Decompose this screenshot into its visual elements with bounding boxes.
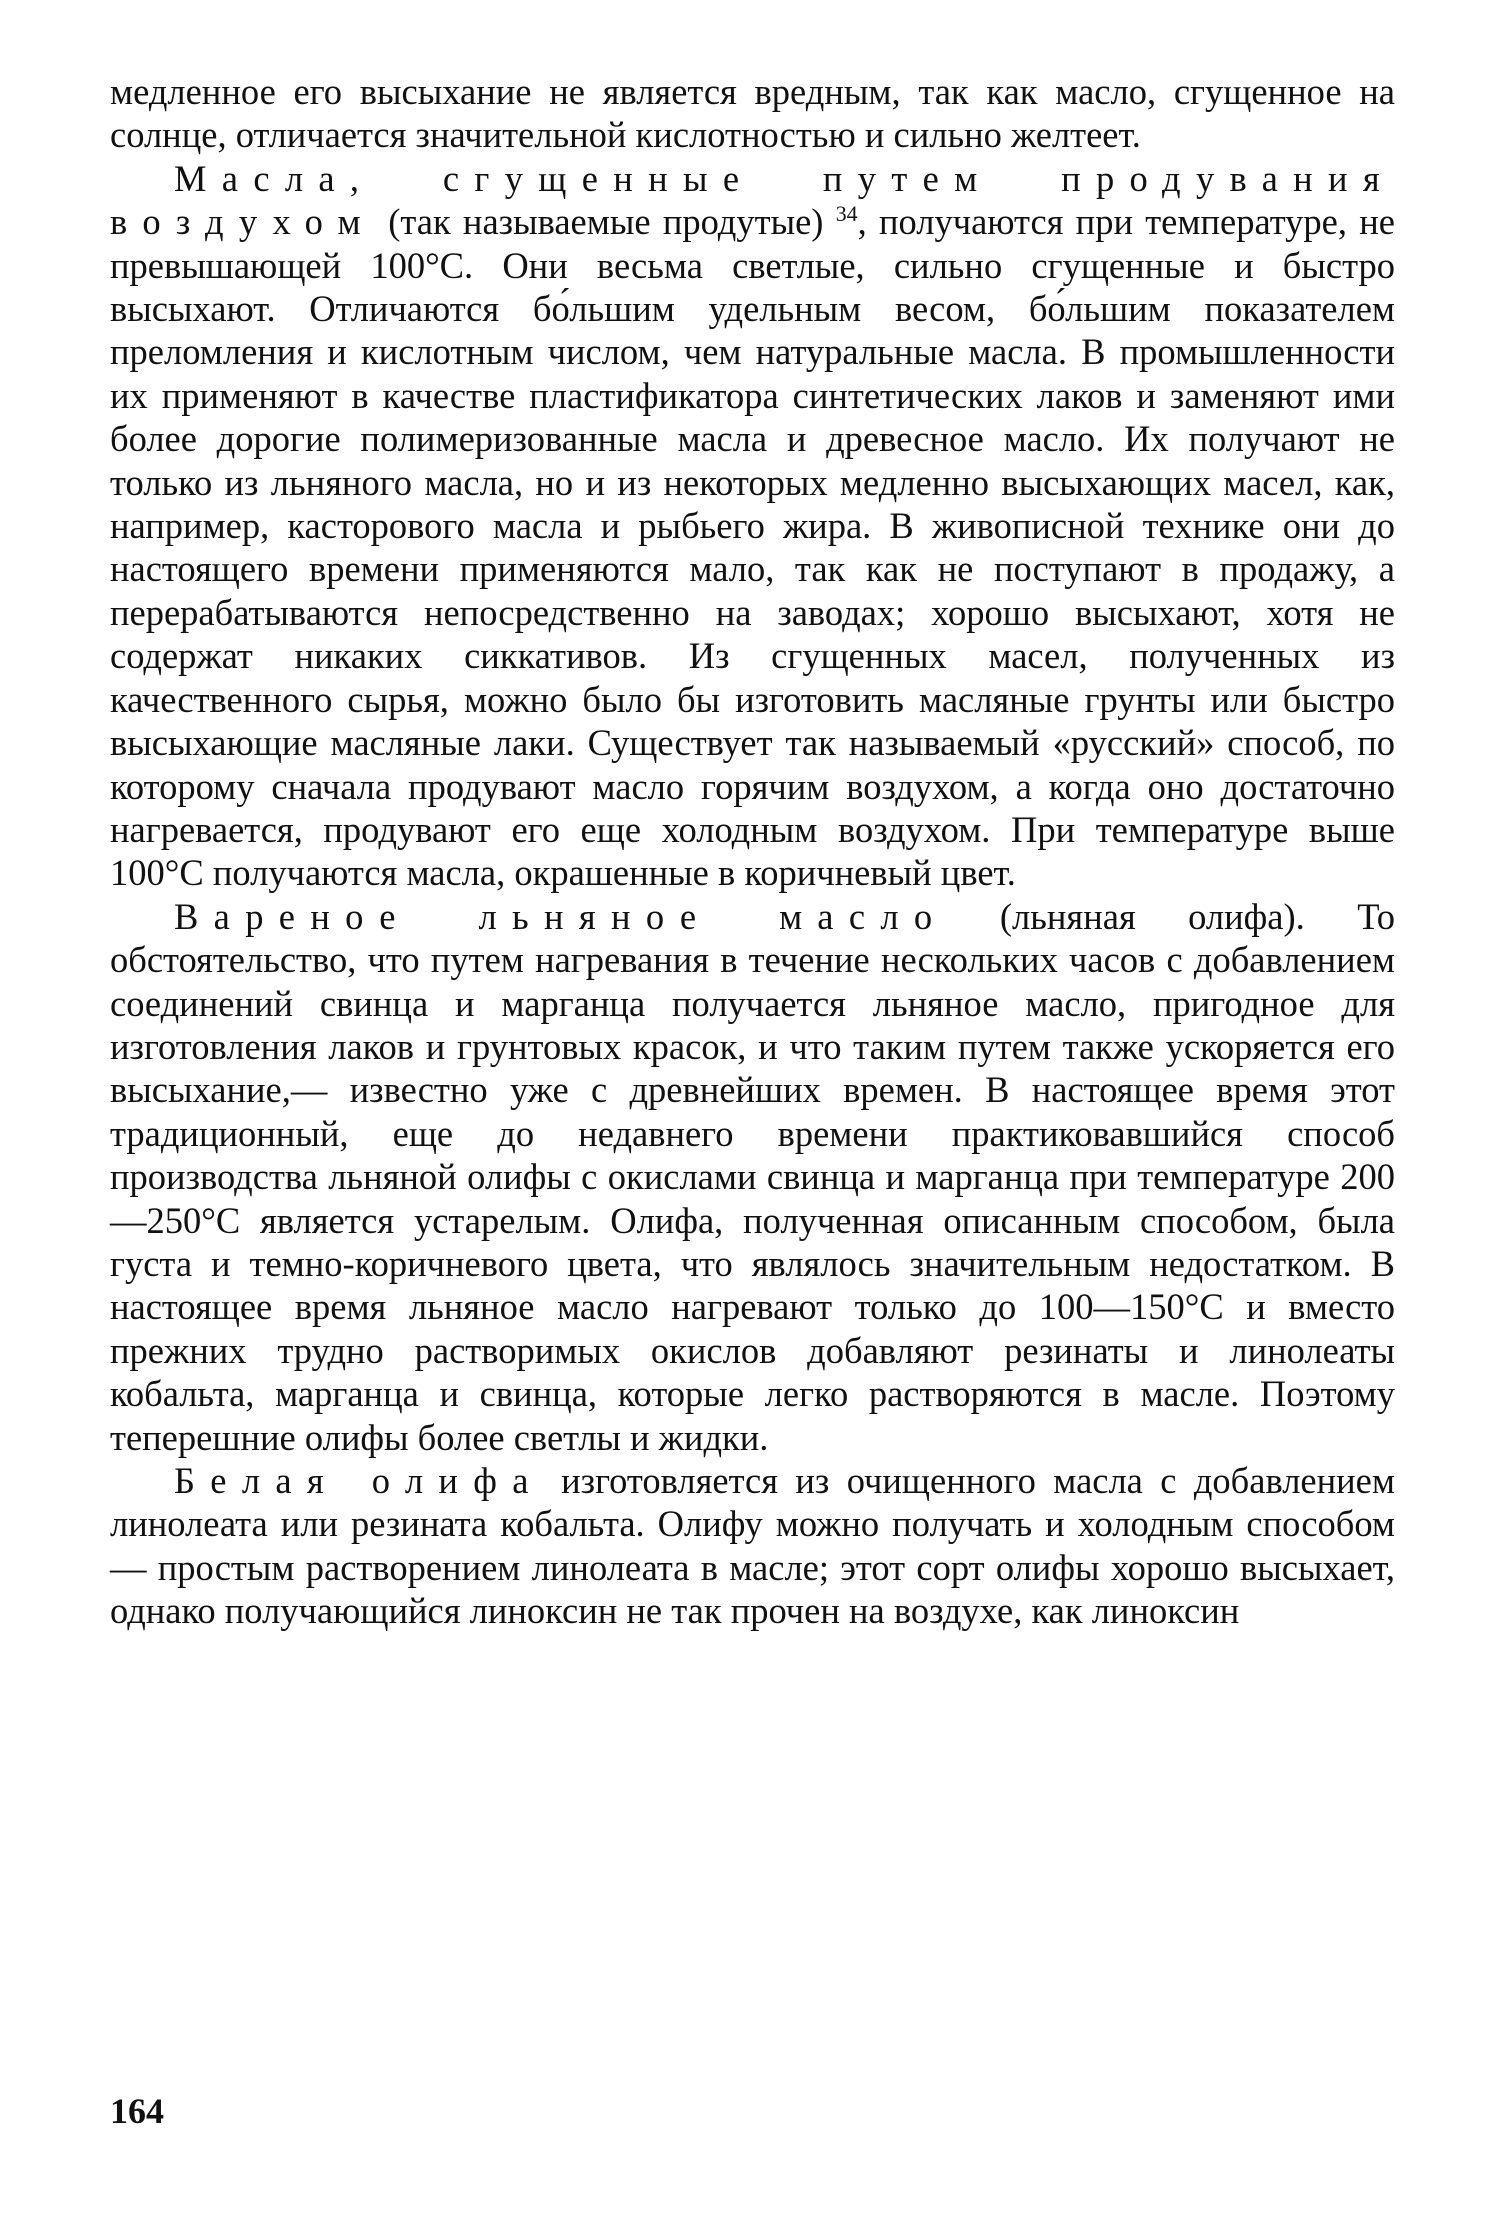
- paragraph-continuation: [110, 70, 1395, 157]
- page-number: 164: [110, 2091, 164, 2131]
- paragraph-text: медленное его высыхание не является вредным, так как масло, сгущенное на солнце, отличается значительной кислотностью и сильно желтеет.: [110, 71, 1395, 156]
- paragraph-text: (так называемые продутые): [375, 201, 836, 243]
- paragraph-text: изготовляется из очищенного масла с добавлением линолеата или резината кобальта. Олифу можно получать и холодным способом — простым растворением линолеата в масле; этот сорт олифы хорошо высыхает, однако получающийся линоксин не так прочен на воздухе, как линоксин: [110, 1460, 1395, 1632]
- paragraph-blown-oils: [110, 157, 1395, 895]
- main-text: [110, 70, 1395, 1633]
- footnote-reference: 34: [835, 201, 858, 227]
- section-heading-blown-oils: Масла, сгущенные путем продувания воздухом: [110, 157, 1395, 243]
- section-heading-boiled-linseed-oil: Вареное льняное масло: [174, 895, 948, 937]
- paragraph-white-drying-oil: [110, 1459, 1395, 1633]
- paragraph-text: , получаются при температуре, не превышающей 100°С. Они весьма светлые, сильно сгущенные и быстро высыхают. Отличаются бо́льшим удельным весом, бо́льшим показателем преломления и кислотным числом, чем натуральные масла. В промышленности их применяют в качестве пластификатора синтетических лаков и заменяют ими более дорогие полимеризованные масла и древесное масло. Их получают не только из льняного масла, но и из некоторых медленно высыхающих масел, как, например, касторового масла и рыбьего жира. В живописной технике они до настоящего времени применяются мало, так как не поступают в продажу, а перерабатываются непосредственно на заводах; хорошо высыхают, хотя не содержат никаких сиккативов. Из сгущенных масел, полученных из качественного сырья, можно было бы изготовить масляные грунты или быстро высыхающие масляные лаки. Существует так называемый «русский» способ, по которому сначала продувают масло горячим воздухом, а когда оно достаточно нагревается, продувают его еще холодным воздухом. При температуре выше 100°С получаются масла, окрашенные в коричневый цвет.: [110, 201, 1395, 894]
- section-heading-white-drying-oil: Белая олифа: [174, 1460, 544, 1501]
- page-body: [110, 70, 1395, 1633]
- paragraph-text: (льняная олифа). То обстоятельство, что путем нагревания в течение нескольких часов с добавлением соединений свинца и марганца получается льняное масло, пригодное для изготовления лаков и грунтовых красок, и что таким путем также ускоряется его высыхание,— известно уже с древнейших времен. В настоящее время этот традиционный, еще до недавнего времени практиковавшийся способ производства льняной олифы с окислами свинца и марганца при температуре 200—250°С является устарелым. Олифа, полученная описанным способом, была густа и темно-коричневого цвета, что являлось значительным недостатком. В настоящее время льняное масло нагревают только до 100—150°С и вместо прежних трудно растворимых окислов добавляют резинаты и линолеаты кобальта, марганца и свинца, которые легко растворяются в масле. Поэтому теперешние олифы более светлы и жидки.: [110, 895, 1395, 1458]
- paragraph-boiled-linseed-oil: [110, 895, 1395, 1459]
